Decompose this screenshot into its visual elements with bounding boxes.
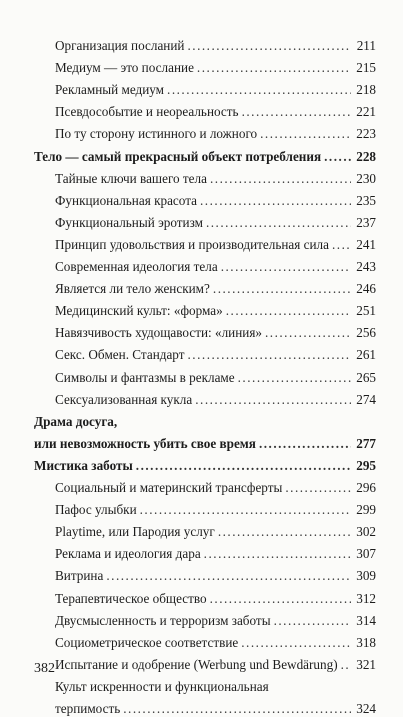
dot-leader [204,545,351,562]
toc-entry-line [55,391,376,408]
toc-entry-line [55,700,376,717]
dot-leader [242,103,351,120]
toc-entry-page: 223 [356,126,376,142]
dot-leader [188,346,352,363]
toc-entry-page: 251 [356,303,376,319]
toc-entry-title: Тайные ключи вашего тела [55,170,207,186]
toc-entry-title: Символы и фантазмы в рекламе [55,369,235,385]
toc-entry-page: 230 [356,170,376,186]
toc-entry-line [34,435,376,452]
toc-entry-line [55,523,376,540]
toc-entry-title: Медиум — это послание [55,60,194,76]
toc-entry-page: 302 [356,524,376,540]
toc-entry-page: 211 [356,38,376,53]
toc-entry-title: Терапевтическое общество [55,590,207,606]
toc-entry-line [55,590,376,607]
toc-entry-page: 295 [356,457,376,473]
dot-leader [106,567,351,584]
toc-entry-line [55,346,376,363]
toc-entry-page: 324 [356,701,376,716]
toc-entry-title: Витрина [55,568,104,584]
toc-entry-line [55,236,376,253]
toc-entry-line [55,501,376,518]
toc-entry-page: 307 [356,546,376,562]
toc-entry-title: Принцип удовольствия и производительная сила [55,236,329,252]
toc-entry-title: Playtime, или Пародия услуг [55,524,215,540]
toc-entry-title: Функциональный эротизм [55,214,203,230]
dot-leader [226,302,351,319]
dot-leader [140,501,351,518]
toc-entry-title-line1: Культ искренности и функциональная [55,678,269,694]
dot-leader [167,81,351,98]
dot-leader [210,590,351,607]
toc-entry-title: Тело — самый прекрасный объект потребления [34,148,322,164]
toc-entry-title: Функциональная красота [55,192,197,208]
dot-leader [324,148,351,165]
toc-entry-line [55,192,376,209]
toc-entry-page: 321 [356,656,376,672]
toc-entry-title: Псевдособытие и неореальность [55,104,239,120]
dot-leader [241,634,351,651]
dot-leader [260,125,351,142]
toc-entry-page: 299 [356,502,376,518]
toc-entry-page: 243 [356,259,376,274]
dot-leader [285,479,351,496]
toc-entry-line [55,302,376,319]
toc-entry-page: 218 [356,82,376,98]
dot-leader [200,192,351,209]
toc-entry-page: 221 [356,104,376,120]
dot-leader [197,59,351,76]
toc-entry-line [55,479,376,496]
toc-entry-line [55,656,376,673]
dot-leader [123,700,351,717]
toc-entry-title: По ту сторону истинного и ложного [55,126,258,142]
toc-entry-title: Испытание и одобрение (Werbung und Bewdärung) [55,656,338,672]
toc-entry-page: 296 [356,480,376,495]
toc-entry-page: 237 [356,214,376,230]
dot-leader [206,214,351,231]
toc-entry-title: терпимость [55,701,121,716]
toc-entry-line [55,545,376,562]
toc-entry-page: 318 [356,634,376,650]
toc-entry-line [55,369,376,386]
toc-entry-title: Мистика заботы [34,457,133,473]
toc-entry-page: 261 [356,347,376,363]
toc-entry-line [55,324,376,341]
toc-entry-title: Секс. Обмен. Стандарт [55,347,185,363]
toc-entry-line [55,612,376,629]
toc-entry-title: Навязчивость худощавости: «линия» [55,325,262,341]
dot-leader [265,324,351,341]
dot-leader [259,435,351,452]
toc-entry-title: Пафос улыбки [55,502,137,518]
toc-entry-title: Является ли тело женским? [55,281,210,297]
toc-entry-line [55,81,376,98]
toc-entry-title: Современная идеология тела [55,259,218,274]
toc-entry-title: Социометрическое соответствие [55,634,239,650]
dot-leader [274,612,351,629]
toc-entry-line [55,634,376,651]
dot-leader [136,457,351,474]
dot-leader [218,523,351,540]
dot-leader [341,656,351,673]
toc-entry-page: 256 [356,325,376,341]
toc-entry-title: Реклама и идеология дара [55,546,201,562]
dot-leader [195,391,351,408]
toc-entry-line [55,280,376,297]
toc-entry-title: Рекламный медиум [55,82,165,98]
toc-entry-page: 241 [356,236,376,252]
toc-entry-title: Двусмысленность и терроризм заботы [55,612,271,628]
toc-entry-title: Социальный и материнский трансферты [55,480,283,495]
toc-entry-page: 246 [356,281,376,297]
toc-entry-page: 277 [356,435,376,451]
toc-entry-page: 235 [356,192,376,208]
dot-leader [238,369,351,386]
toc-entry-page: 312 [356,590,376,606]
toc-entry-page: 215 [356,60,376,76]
dot-leader [221,258,351,275]
toc-entry-line [55,170,376,187]
toc-entry-line [55,37,376,54]
dot-leader [187,37,351,54]
toc-entry-line [55,103,376,120]
toc-entry-line [34,148,376,165]
toc-entry-line [34,457,376,474]
toc-entry-title: Медицинский культ: «форма» [55,303,223,319]
toc-entry-title: Организация посланий [55,38,185,53]
toc-entry-line [55,125,376,142]
toc-entry-page: 228 [356,148,376,164]
toc-entry-line [55,567,376,584]
toc-entry-line [55,214,376,231]
toc-entry-title-line1: Драма досуга, [34,413,118,429]
toc-entry-page: 314 [356,612,376,628]
dot-leader [332,236,351,253]
toc-entry-title: или невозможность убить свое время [34,435,256,451]
dot-leader [210,170,351,187]
page-number: 382 [34,661,55,676]
dot-leader [213,280,351,297]
toc-entry-line [55,59,376,76]
toc-entry-page: 274 [356,391,376,407]
toc-entry-page: 309 [356,568,376,584]
toc-entry-line [55,258,376,275]
toc-entry-title: Сексуализованная кукла [55,391,193,407]
toc-entry-page: 265 [356,369,376,385]
